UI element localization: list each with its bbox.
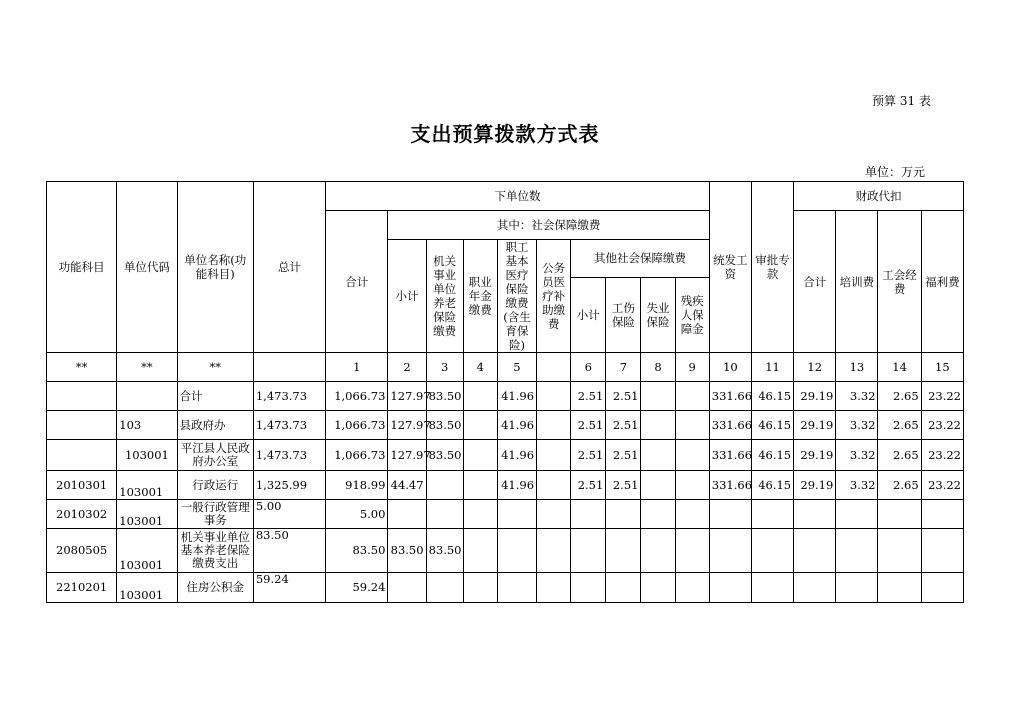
amount-cell: 3.32 <box>836 471 878 500</box>
column-index-cell: 10 <box>709 353 751 382</box>
amount-cell: 46.15 <box>751 411 793 440</box>
amount-cell: 2.51 <box>571 471 606 500</box>
column-index-cell: 6 <box>571 353 606 382</box>
amount-cell <box>641 440 675 471</box>
amount-cell: 1,066.73 <box>326 440 388 471</box>
amount-cell: 29.19 <box>794 440 836 471</box>
column-index-cell: ** <box>177 353 253 382</box>
header-civil-medical: 公务员医疗补助缴费 <box>537 240 571 353</box>
amount-cell <box>751 529 793 573</box>
amount-cell <box>836 573 878 603</box>
amount-cell <box>675 500 709 529</box>
amount-cell: 46.15 <box>751 471 793 500</box>
unit-code-cell: 103001 <box>117 500 177 529</box>
amount-cell <box>463 382 497 411</box>
column-index-cell: 7 <box>606 353 641 382</box>
amount-cell <box>463 529 497 573</box>
amount-cell: 23.22 <box>921 382 963 411</box>
header-annuity: 职业年金缴费 <box>463 240 497 353</box>
header-func-subject: 功能科目 <box>47 182 117 353</box>
header-total: 总计 <box>253 182 325 353</box>
column-index-cell: 5 <box>497 353 536 382</box>
amount-cell <box>463 500 497 529</box>
header-training: 培训费 <box>836 211 878 353</box>
column-index-cell: 4 <box>463 353 497 382</box>
amount-cell <box>497 500 536 529</box>
amount-cell <box>751 573 793 603</box>
amount-cell: 2.51 <box>606 382 641 411</box>
column-index-cell: 12 <box>794 353 836 382</box>
amount-cell: 83.50 <box>426 411 463 440</box>
table-row <box>47 500 964 529</box>
amount-cell: 23.22 <box>921 471 963 500</box>
column-index-cell: 9 <box>675 353 709 382</box>
unit-code-cell: 103 <box>117 411 177 440</box>
table-row <box>47 529 964 573</box>
amount-cell <box>921 573 963 603</box>
amount-cell: 46.15 <box>751 440 793 471</box>
amount-cell: 83.50 <box>426 529 463 573</box>
amount-cell <box>497 573 536 603</box>
table-row <box>47 573 964 603</box>
amount-cell <box>675 573 709 603</box>
table-row <box>47 471 964 500</box>
amount-cell <box>641 573 675 603</box>
amount-cell: 23.22 <box>921 440 963 471</box>
amount-cell: 83.50 <box>326 529 388 573</box>
func-subject-cell: 2080505 <box>47 529 117 573</box>
amount-cell: 44.47 <box>388 471 426 500</box>
column-index-cell: 15 <box>921 353 963 382</box>
amount-cell <box>675 411 709 440</box>
amount-cell <box>606 500 641 529</box>
column-index-cell: 11 <box>751 353 793 382</box>
amount-cell <box>878 500 921 529</box>
unit-name-cell: 住房公积金 <box>177 573 253 603</box>
amount-cell <box>641 529 675 573</box>
amount-cell: 29.19 <box>794 471 836 500</box>
unit-name-cell: 县政府办 <box>177 411 253 440</box>
amount-cell: 1,066.73 <box>326 382 388 411</box>
amount-cell <box>463 440 497 471</box>
amount-cell <box>709 573 751 603</box>
amount-cell <box>463 471 497 500</box>
header-unit-code: 单位代码 <box>117 182 177 353</box>
amount-cell <box>537 440 571 471</box>
amount-cell: 331.66 <box>709 440 751 471</box>
amount-cell <box>537 529 571 573</box>
amount-cell: 83.50 <box>426 440 463 471</box>
header-union: 工会经费 <box>878 211 921 353</box>
unit-name-cell: 一般行政管理事务 <box>177 500 253 529</box>
amount-cell: 127.97 <box>388 411 426 440</box>
amount-cell: 41.96 <box>497 382 536 411</box>
amount-cell: 41.96 <box>497 411 536 440</box>
amount-cell: 331.66 <box>709 471 751 500</box>
budget-table <box>46 181 964 603</box>
amount-cell <box>836 500 878 529</box>
column-index-cell: 8 <box>641 353 675 382</box>
amount-cell: 2.65 <box>878 382 921 411</box>
header-fiscal-deduct: 财政代扣 <box>794 182 964 211</box>
amount-cell: 331.66 <box>709 382 751 411</box>
total-cell: 1,473.73 <box>253 440 325 471</box>
amount-cell <box>794 500 836 529</box>
amount-cell <box>537 471 571 500</box>
unit-code-cell: 103001 <box>117 573 177 603</box>
amount-cell: 41.96 <box>497 471 536 500</box>
header-social-security: 其中：社会保障缴费 <box>388 211 709 240</box>
amount-cell <box>388 500 426 529</box>
amount-cell <box>571 529 606 573</box>
amount-cell <box>606 529 641 573</box>
amount-cell: 2.51 <box>606 440 641 471</box>
table-row <box>47 411 964 440</box>
total-cell: 1,473.73 <box>253 411 325 440</box>
amount-cell: 2.51 <box>571 440 606 471</box>
amount-cell <box>497 529 536 573</box>
amount-cell: 3.32 <box>836 411 878 440</box>
amount-cell <box>463 573 497 603</box>
header-pension: 机关事业单位养老保险缴费 <box>426 240 463 353</box>
amount-cell: 23.22 <box>921 411 963 440</box>
column-index-cell: ** <box>47 353 117 382</box>
amount-cell: 2.65 <box>878 411 921 440</box>
total-cell: 1,473.73 <box>253 382 325 411</box>
unit-name-cell: 合计 <box>177 382 253 411</box>
func-subject-cell <box>47 440 117 471</box>
amount-cell <box>709 500 751 529</box>
amount-cell: 59.24 <box>326 573 388 603</box>
amount-cell <box>794 529 836 573</box>
amount-cell: 127.97 <box>388 440 426 471</box>
total-cell: 1,325.99 <box>253 471 325 500</box>
amount-cell: 2.51 <box>606 411 641 440</box>
amount-cell: 5.00 <box>326 500 388 529</box>
unit-label: 单位：万元 <box>865 165 926 179</box>
column-index-cell: 2 <box>388 353 426 382</box>
func-subject-cell: 2010301 <box>47 471 117 500</box>
amount-cell: 3.32 <box>836 440 878 471</box>
amount-cell <box>675 529 709 573</box>
unit-code-cell: 103001 <box>117 440 177 471</box>
unit-code-cell <box>117 382 177 411</box>
amount-cell <box>606 573 641 603</box>
total-cell: 83.50 <box>253 529 325 573</box>
amount-cell <box>921 529 963 573</box>
amount-cell: 83.50 <box>426 382 463 411</box>
amount-cell <box>571 500 606 529</box>
column-index-cell <box>253 353 325 382</box>
amount-cell <box>751 500 793 529</box>
header-other-ss: 其他社会保障缴费 <box>571 240 710 278</box>
header-unit-name: 单位名称(功能科目) <box>177 182 253 353</box>
table-row <box>47 440 964 471</box>
header-other-subtotal: 小计 <box>571 277 606 352</box>
column-index-row <box>47 353 964 382</box>
amount-cell <box>537 500 571 529</box>
amount-cell: 29.19 <box>794 382 836 411</box>
amount-cell: 127.97 <box>388 382 426 411</box>
amount-cell <box>537 573 571 603</box>
header-sub-units: 下单位数 <box>326 182 710 211</box>
func-subject-cell: 2010302 <box>47 500 117 529</box>
header-approval: 审批专款 <box>751 182 793 353</box>
func-subject-cell: 2210201 <box>47 573 117 603</box>
amount-cell <box>709 529 751 573</box>
table-row <box>47 382 964 411</box>
unit-code-cell: 103001 <box>117 529 177 573</box>
amount-cell <box>794 573 836 603</box>
header-injury: 工伤保险 <box>606 277 641 352</box>
page-title: 支出预算拨款方式表 <box>410 122 600 146</box>
amount-cell: 2.65 <box>878 440 921 471</box>
amount-cell <box>921 500 963 529</box>
total-cell: 5.00 <box>253 500 325 529</box>
header-unemployment: 失业保险 <box>641 277 675 352</box>
amount-cell: 918.99 <box>326 471 388 500</box>
amount-cell <box>675 382 709 411</box>
amount-cell: 2.51 <box>571 382 606 411</box>
amount-cell <box>571 573 606 603</box>
amount-cell <box>641 411 675 440</box>
amount-cell <box>537 382 571 411</box>
amount-cell <box>878 573 921 603</box>
column-index-cell <box>537 353 571 382</box>
amount-cell <box>426 500 463 529</box>
unit-name-cell: 机关事业单位基本养老保险缴费支出 <box>177 529 253 573</box>
amount-cell <box>426 573 463 603</box>
amount-cell: 1,066.73 <box>326 411 388 440</box>
amount-cell <box>675 440 709 471</box>
amount-cell: 41.96 <box>497 440 536 471</box>
amount-cell <box>836 529 878 573</box>
unit-name-cell: 平江县人民政府办公室 <box>177 440 253 471</box>
column-index-cell: 1 <box>326 353 388 382</box>
amount-cell <box>675 471 709 500</box>
header-disability: 残疾人保障金 <box>675 277 709 352</box>
amount-cell: 3.32 <box>836 382 878 411</box>
amount-cell: 2.51 <box>571 411 606 440</box>
header-ss-subtotal: 小计 <box>388 240 426 353</box>
amount-cell <box>878 529 921 573</box>
amount-cell <box>641 382 675 411</box>
func-subject-cell <box>47 411 117 440</box>
table-body <box>47 353 964 603</box>
total-cell: 59.24 <box>253 573 325 603</box>
amount-cell <box>426 471 463 500</box>
column-index-cell: 13 <box>836 353 878 382</box>
header-medical: 职工基本医疗保险缴费(含生育保险) <box>497 240 536 353</box>
amount-cell: 2.51 <box>606 471 641 500</box>
amount-cell: 83.50 <box>388 529 426 573</box>
unit-name-cell: 行政运行 <box>177 471 253 500</box>
amount-cell <box>537 411 571 440</box>
func-subject-cell <box>47 382 117 411</box>
column-index-cell: 3 <box>426 353 463 382</box>
header-unified-wage: 统发工资 <box>709 182 751 353</box>
amount-cell: 46.15 <box>751 382 793 411</box>
amount-cell <box>641 500 675 529</box>
unit-code-cell: 103001 <box>117 471 177 500</box>
amount-cell <box>641 471 675 500</box>
header-fd-total: 合计 <box>794 211 836 353</box>
amount-cell: 331.66 <box>709 411 751 440</box>
amount-cell <box>388 573 426 603</box>
amount-cell <box>463 411 497 440</box>
amount-cell: 29.19 <box>794 411 836 440</box>
column-index-cell: ** <box>117 353 177 382</box>
amount-cell: 2.65 <box>878 471 921 500</box>
column-index-cell: 14 <box>878 353 921 382</box>
form-number: 预算 31 表 <box>872 94 931 108</box>
header-subtotal-sum: 合计 <box>326 211 388 353</box>
header-welfare: 福利费 <box>921 211 963 353</box>
